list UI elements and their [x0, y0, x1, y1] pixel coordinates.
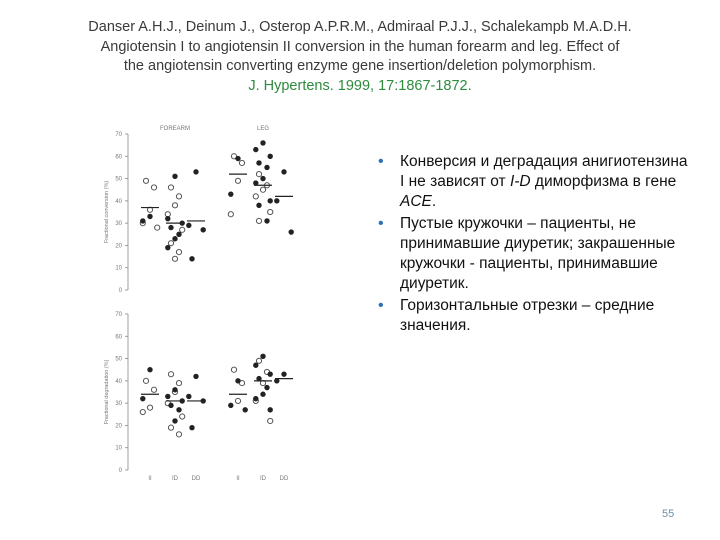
open-point	[256, 358, 261, 363]
bullet-emph: ACE	[400, 193, 432, 210]
filled-point	[165, 394, 170, 399]
open-point	[256, 172, 261, 177]
open-point	[151, 387, 156, 392]
filled-point	[140, 219, 145, 224]
filled-point	[236, 378, 241, 383]
open-point	[147, 405, 152, 410]
open-point	[253, 194, 258, 199]
filled-point	[190, 425, 195, 430]
filled-point	[257, 203, 262, 208]
filled-point	[261, 354, 266, 359]
open-point	[239, 160, 244, 165]
panel-label-forearm: FOREARM	[160, 126, 190, 132]
x-tick-label: DD	[191, 476, 201, 482]
open-point	[143, 178, 148, 183]
filled-point	[194, 169, 199, 174]
filled-point	[261, 176, 266, 181]
filled-point	[177, 232, 182, 237]
filled-point	[165, 245, 170, 250]
filled-point	[257, 161, 262, 166]
bullet-marker: •	[378, 153, 384, 170]
open-point	[172, 203, 177, 208]
filled-point	[228, 403, 233, 408]
x-tick-label: DD	[279, 476, 289, 482]
filled-point	[228, 192, 233, 197]
x-tick-label: II	[236, 476, 240, 482]
filled-point	[186, 394, 191, 399]
filled-point	[173, 236, 178, 241]
filled-point	[261, 141, 266, 146]
open-point	[180, 227, 185, 232]
open-point	[256, 218, 261, 223]
filled-point	[177, 407, 182, 412]
citation-title-line1: Angiotensin I to angiotensin II conversion in the human forearm and leg. Effect of	[100, 38, 620, 55]
y-tick-label: 10	[115, 445, 122, 452]
open-point	[176, 194, 181, 199]
filled-point	[148, 214, 153, 219]
open-point	[168, 241, 173, 246]
filled-point	[268, 154, 273, 159]
filled-point	[243, 407, 248, 412]
y-tick-label: 30	[115, 221, 122, 228]
filled-point	[169, 225, 174, 230]
conversion-plot	[104, 126, 294, 294]
bullet-text: Пустые кружочки – пациенты, не принимавшие диуретик; закрашенные кружочки - пациенты, принимавшие диуретик.	[400, 215, 676, 292]
bullet-emph: I-D	[509, 173, 531, 190]
filled-point	[253, 147, 258, 152]
y-tick-label: 0	[118, 468, 122, 474]
filled-point	[282, 169, 287, 174]
bullet-text: Горизонтальные отрезки – средние значения.	[400, 297, 655, 334]
citation-title-line2: the angiotensin converting enzyme gene insertion/deletion polymorphism.	[123, 58, 597, 74]
citation-authors: Danser A.H.J., Deinum J., Osterop A.P.R.M., Admiraal P.J.J., Schalekampb M.A.D.H.	[88, 19, 632, 35]
open-point	[172, 256, 177, 261]
y-tick-label: 70	[115, 132, 122, 138]
open-point	[168, 185, 173, 190]
open-point	[176, 380, 181, 385]
open-point	[155, 225, 160, 230]
open-point	[176, 250, 181, 255]
degradation-plot	[104, 312, 293, 482]
filled-point	[140, 396, 145, 401]
bullet-text: Конверсия и деградация анигиотензина I не зависят от	[400, 153, 688, 190]
filled-point	[236, 156, 241, 161]
bullet-item	[374, 214, 694, 294]
filled-point	[190, 256, 195, 261]
open-point	[168, 425, 173, 430]
scatter-figure	[98, 118, 318, 483]
open-point	[260, 187, 265, 192]
filled-point	[268, 407, 273, 412]
y-tick-label: 30	[115, 401, 122, 408]
open-point	[235, 398, 240, 403]
open-point	[268, 418, 273, 423]
filled-point	[265, 165, 270, 170]
filled-point	[201, 227, 206, 232]
filled-point	[169, 403, 174, 408]
panel-label-leg: LEG	[256, 126, 270, 132]
y-tick-label: 0	[118, 288, 122, 294]
filled-point	[265, 385, 270, 390]
bullet-marker: •	[378, 297, 384, 314]
filled-point	[261, 392, 266, 397]
filled-point	[289, 230, 294, 235]
y-axis-label: Fractional conversion (%)	[104, 180, 110, 244]
y-tick-label: 40	[115, 378, 122, 385]
open-point	[176, 432, 181, 437]
open-point	[268, 209, 273, 214]
citation-header	[20, 18, 700, 96]
bullet-item	[374, 296, 694, 336]
bullet-item	[374, 152, 694, 212]
y-tick-label: 20	[115, 243, 122, 250]
open-point	[231, 367, 236, 372]
x-tick-label: II	[148, 476, 152, 482]
filled-point	[253, 396, 258, 401]
open-point	[140, 409, 145, 414]
filled-point	[274, 198, 279, 203]
filled-point	[268, 198, 273, 203]
y-axis-label: Fractional degradation (%)	[104, 359, 110, 425]
filled-point	[173, 419, 178, 424]
filled-point	[265, 219, 270, 224]
filled-point	[173, 174, 178, 179]
y-tick-label: 50	[115, 176, 122, 183]
filled-point	[194, 374, 199, 379]
filled-point	[173, 387, 178, 392]
bullet-text: .	[431, 193, 437, 210]
y-tick-label: 60	[115, 334, 122, 341]
x-tick-label: ID	[260, 476, 266, 482]
filled-point	[282, 372, 287, 377]
bullet-text: диморфизма в гене	[530, 173, 677, 190]
y-tick-label: 50	[115, 356, 122, 363]
y-tick-label: 60	[115, 154, 122, 161]
y-tick-label: 20	[115, 423, 122, 430]
filled-point	[268, 372, 273, 377]
filled-point	[165, 216, 170, 221]
bullet-marker: •	[378, 215, 384, 232]
filled-point	[253, 363, 258, 368]
open-point	[228, 212, 233, 217]
open-point	[143, 378, 148, 383]
open-point	[180, 414, 185, 419]
filled-point	[186, 223, 191, 228]
bullet-list	[374, 152, 694, 338]
page-number: 55	[662, 508, 675, 520]
open-point	[235, 178, 240, 183]
open-point	[151, 185, 156, 190]
filled-point	[148, 367, 153, 372]
x-tick-label: ID	[172, 476, 178, 482]
open-point	[168, 372, 173, 377]
y-tick-label: 10	[115, 265, 122, 272]
y-tick-label: 40	[115, 198, 122, 205]
citation-journal: J. Hypertens. 1999, 17:1867-1872.	[248, 77, 472, 94]
y-tick-label: 70	[115, 312, 122, 318]
